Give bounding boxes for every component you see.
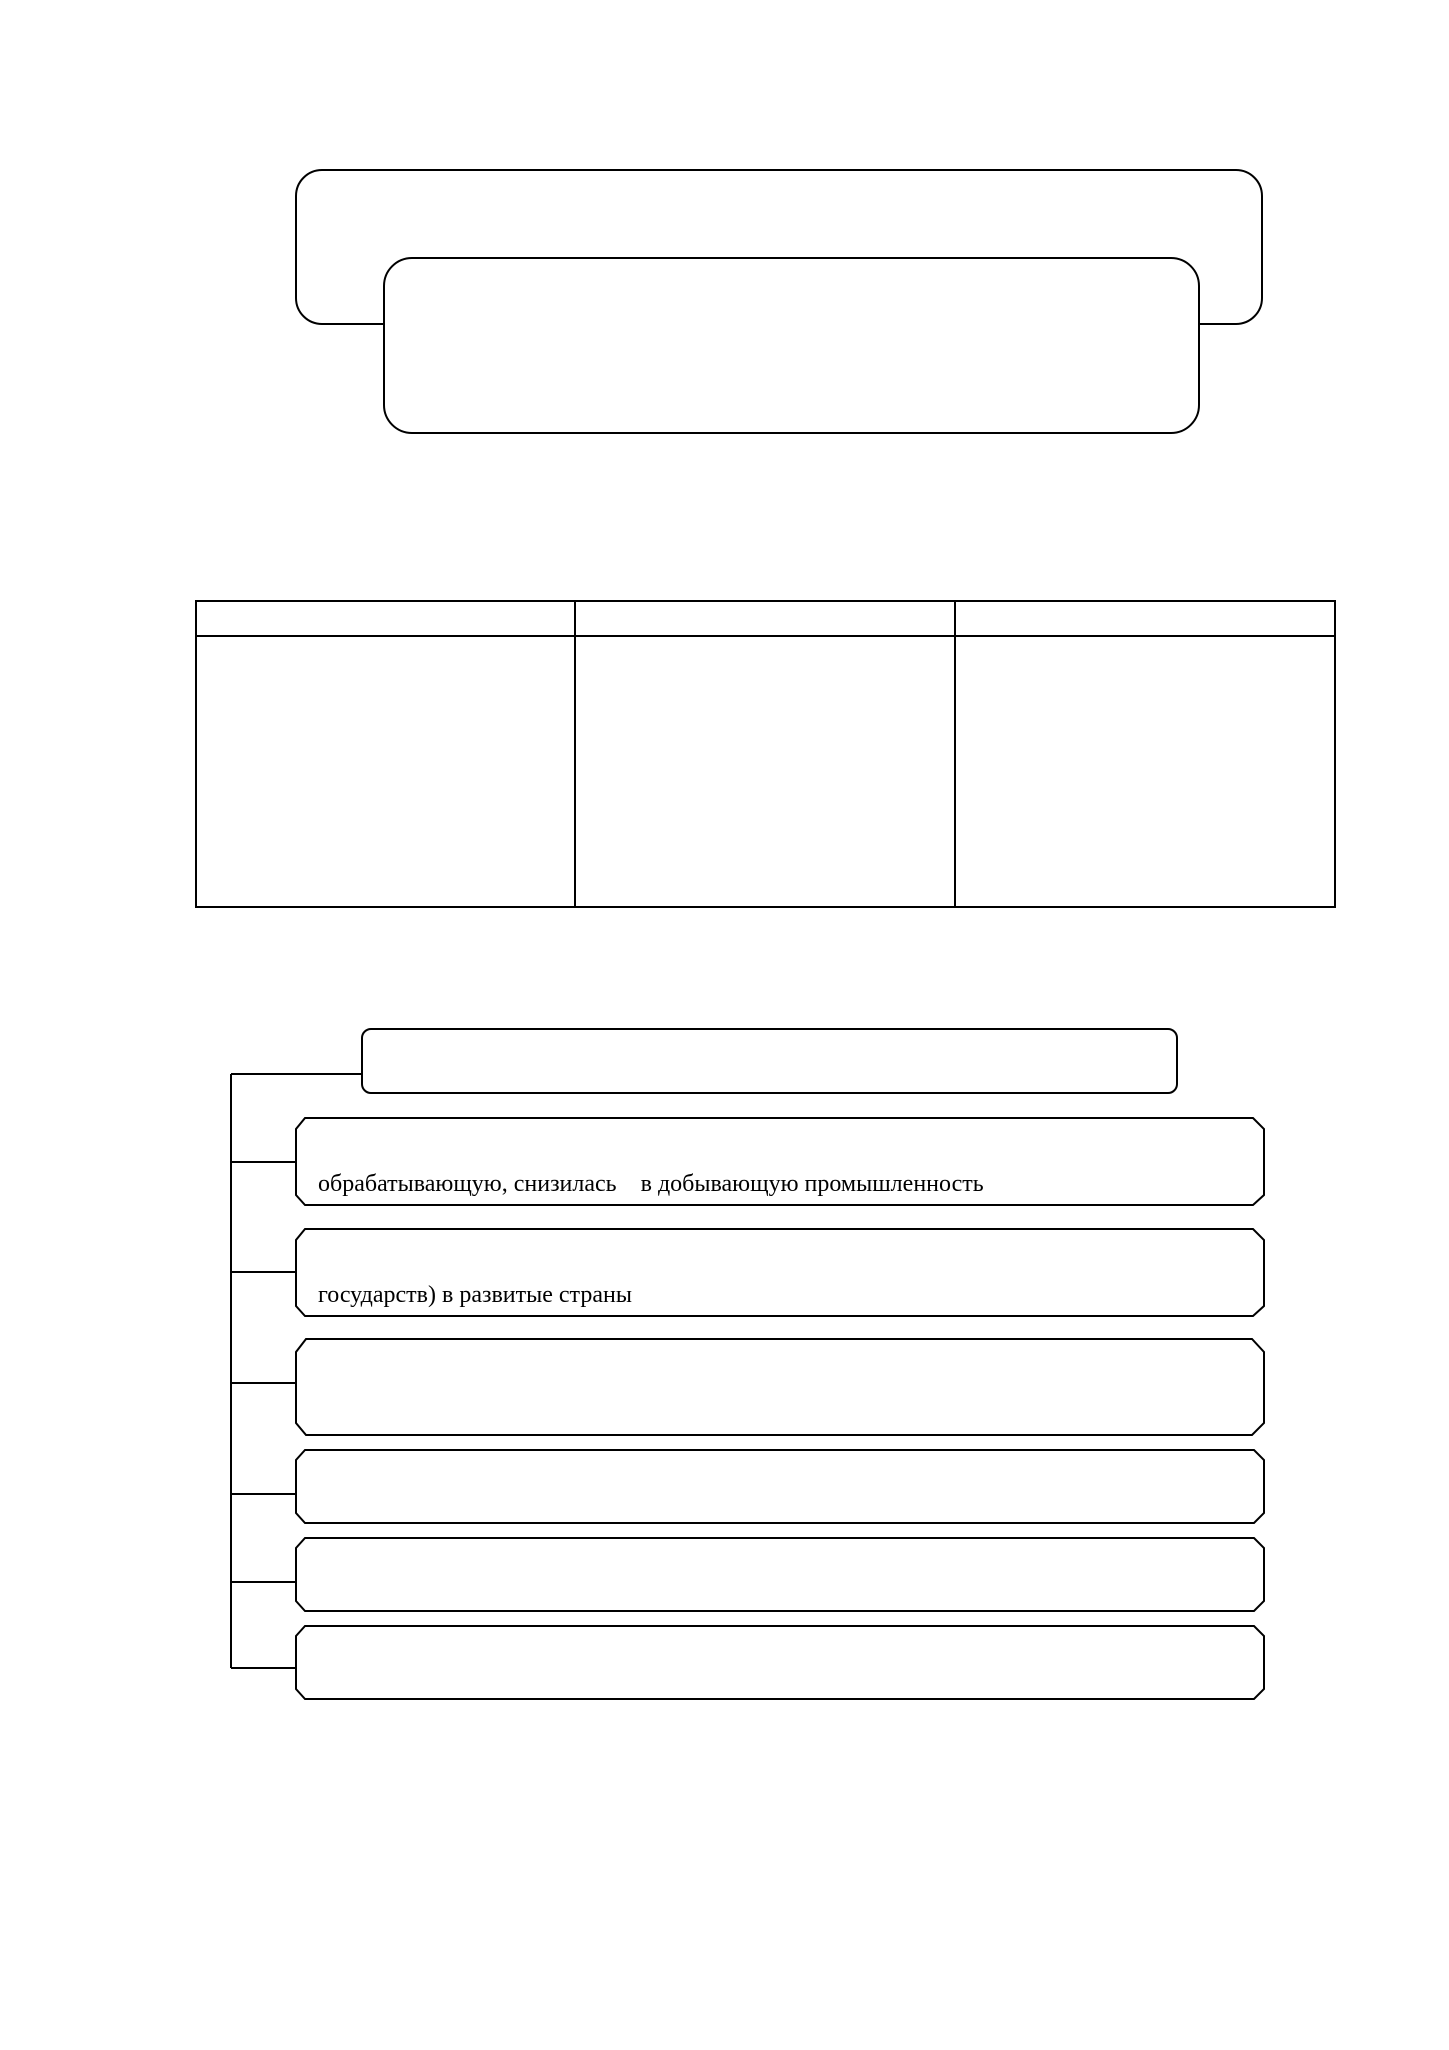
tree-item-box-6	[296, 1626, 1264, 1699]
table-frame	[196, 601, 1335, 907]
tree-item-box-3	[296, 1339, 1264, 1435]
tree-diagram	[231, 1029, 1264, 1699]
tree-item-box-4	[296, 1450, 1264, 1523]
top-block	[296, 170, 1262, 433]
tree-item-text-1: обрабатывающую, снизилась в добывающую промышленность	[318, 1171, 984, 1197]
empty-table	[196, 601, 1335, 907]
tree-item-box-5	[296, 1538, 1264, 1611]
inner-rounded-box	[384, 258, 1199, 433]
tree-root-box	[362, 1029, 1177, 1093]
tree-item-text-2: государств) в развитые страны	[318, 1282, 632, 1308]
